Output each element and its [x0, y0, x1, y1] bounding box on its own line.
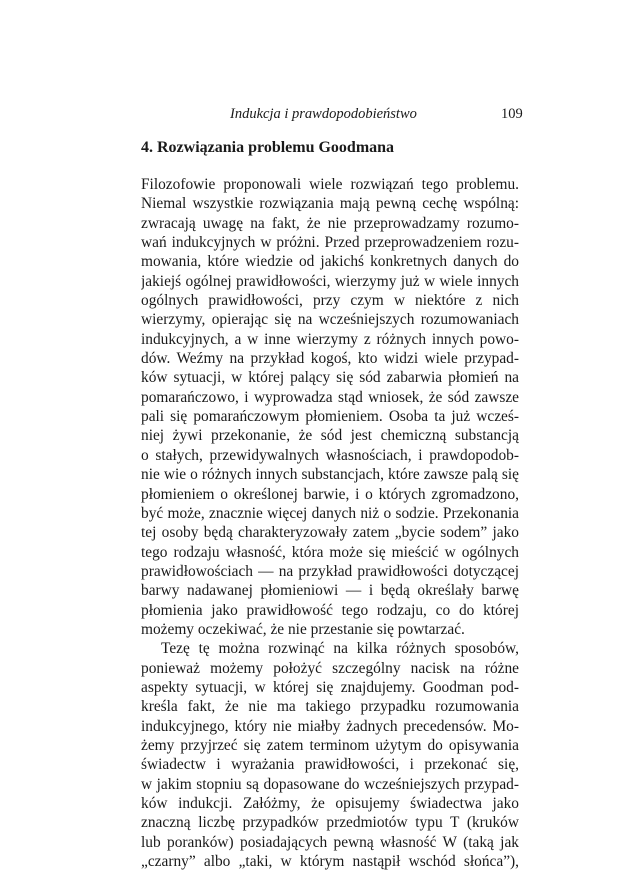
text-line: ponieważ możemy położyć szczególny nacisk na różne: [141, 659, 519, 677]
text-line: tej osoby będą charakteryzowały zatem „bycie sodem” jako: [141, 524, 519, 542]
text-line: aspekty sytuacji, w której się znajdujemy. Goodman pod-: [141, 678, 519, 696]
text-line: pomarańczowo, i wyprowadza stąd wniosek, że sód zawsze: [141, 388, 519, 406]
text-line: o stałych, przewidywalnych własnościach, i prawdopodob-: [141, 446, 519, 464]
text-line: kreśla fakt, że nie ma takiego przypadku rozumowania: [141, 698, 519, 716]
page-number: 109: [501, 106, 523, 122]
text-line: zwracają uwagę na fakt, że nie przeprowadzamy rozumo-: [141, 214, 519, 232]
text-line: niej żywi przekonanie, że sód jest chemiczną substancją: [141, 427, 519, 445]
text-line: „czarny” albo „taki, w którym nastąpił wschód słońca”),: [141, 853, 519, 871]
text-line: Niemal wszystkie rozwiązania mają pewną cechę wspólną:: [141, 195, 519, 213]
text-line: wań indukcyjnych w próżni. Przed przeprowadzeniem rozu-: [141, 234, 519, 252]
text-line: dów. Weźmy na przykład kogoś, kto widzi wiele przypad-: [141, 350, 519, 368]
text-line: żemy przyjrzeć się zatem terminom użytym do opisywania: [141, 736, 519, 754]
text-line: świadectw i wyrażania prawidłowości, i przekonać się,: [141, 756, 519, 774]
text-line: mowania, które wiedzie od jakichś konkretnych danych do: [141, 253, 519, 271]
section-heading: 4. Rozwiązania problemu Goodmana: [141, 139, 395, 156]
text-line: barwy nadawanej płomieniowi — i będą określały barwę: [141, 582, 519, 600]
text-line: Filozofowie proponowali wiele rozwiązań tego problemu.: [141, 176, 519, 193]
text-line: Tezę tę można rozwinąć na kilka różnych sposobów,: [161, 640, 519, 658]
text-line: być może, znacznie więcej danych niż o sodzie. Przekonania: [141, 504, 519, 522]
text-line: płomienia jako prawidłowość tego rodzaju, co do której: [141, 601, 519, 619]
text-line: w jakim stopniu są dopasowane do wcześniejszych przypad-: [141, 775, 519, 793]
text-line: nie wie o różnych innych substancjach, które zawsze palą się: [141, 466, 519, 484]
text-line: prawidłowościach — na przykład prawidłowości dotyczącej: [141, 562, 519, 580]
text-line: ków sytuacji, w której palący się sód zabarwia płomień na: [141, 369, 519, 387]
text-line: wierzymy, opierając się na wcześniejszych rozumowaniach: [141, 311, 519, 329]
text-line: płomieniem o określonej barwie, i o których zgromadzono,: [141, 485, 519, 503]
text-line: ogólnych prawidłowości, przy czym w niektóre z nich: [141, 292, 519, 310]
text-line: pali się pomarańczowym płomieniem. Osoba ta już wcześ-: [141, 408, 519, 426]
text-line: indukcyjnego, który nie miałby żadnych precedensów. Mo-: [141, 717, 519, 735]
text-line: jakiejś ogólnej prawidłowości, wierzymy już w wiele innych: [141, 272, 519, 290]
text-line: indukcyjnych, a w inne wierzymy z różnych innych powo-: [141, 330, 519, 348]
text-line: możemy oczekiwać, że nie przestanie się powtarzać.: [141, 620, 465, 638]
text-line: lub poranków) posiadających pewną własność W (taką jak: [141, 833, 519, 851]
text-line: znaczną liczbę przypadków przedmiotów typu T (kruków: [141, 814, 519, 832]
running-header-title: Indukcja i prawdopodobieństwo: [230, 106, 417, 122]
text-line: ków indukcji. Załóżmy, że opisujemy świadectwa jako: [141, 795, 519, 812]
text-line: tego rodzaju własność, która może się mieścić w ogólnych: [141, 543, 519, 561]
body-text: [141, 175, 519, 871]
